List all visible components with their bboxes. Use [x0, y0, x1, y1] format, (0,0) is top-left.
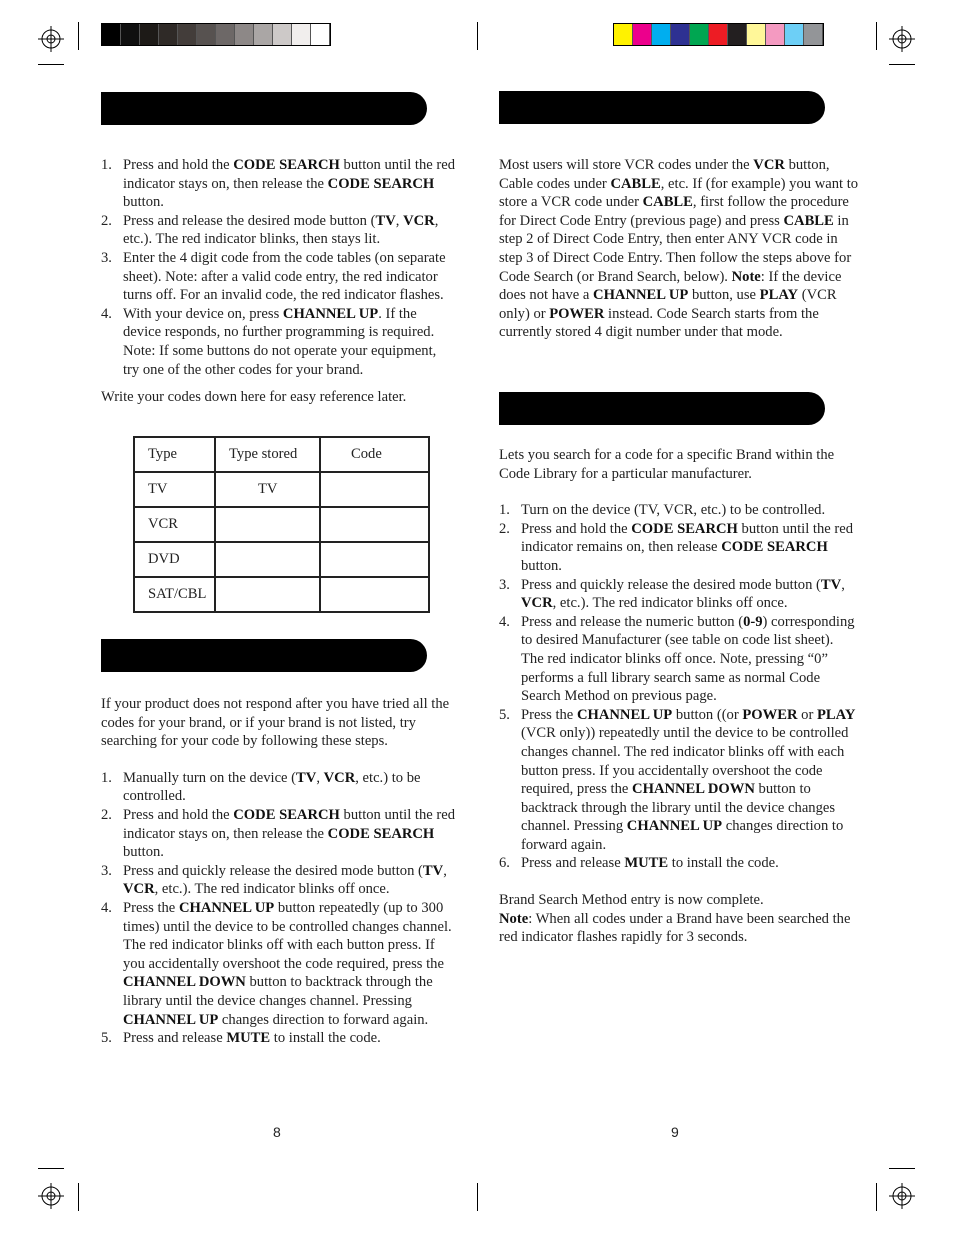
- crop-mark: [38, 64, 64, 65]
- color-swatch: [159, 24, 178, 45]
- list-item: [499, 706, 859, 855]
- color-swatch: [652, 24, 671, 45]
- table-row: [134, 472, 429, 507]
- color-swatch: [633, 24, 652, 45]
- table-row: [134, 577, 429, 612]
- color-swatch: [178, 24, 197, 45]
- list-item-text: With your device on, press CHANNEL UP. If the device responds, no further programming is required. Note: If some buttons do not operate your equipment, try one of the other codes for your brand.: [123, 305, 437, 378]
- section-header-bar: [499, 91, 825, 124]
- list-item-number: 1.: [101, 769, 112, 786]
- list-item-number: 3.: [499, 576, 510, 593]
- registration-mark-icon: [38, 1183, 64, 1209]
- table-header: Type stored: [215, 437, 320, 472]
- color-swatch: [728, 24, 747, 45]
- list-item-number: 2.: [101, 806, 112, 823]
- list-item: [499, 501, 859, 520]
- list-item: [101, 862, 456, 899]
- list-item: [101, 899, 456, 1029]
- color-swatch: [709, 24, 728, 45]
- list-item: [499, 520, 859, 576]
- list-item-number: 5.: [499, 706, 510, 723]
- list-item-text: Enter the 4 digit code from the code tables (on separate sheet). Note: after a valid code entry, the red indicator turns off. For an invalid code, the red indicator flashes.: [123, 249, 446, 304]
- crop-mark: [889, 64, 915, 65]
- list-item: [101, 1029, 456, 1048]
- table-cell: [320, 507, 429, 542]
- list-item-number: 4.: [101, 305, 112, 322]
- color-swatch: [292, 24, 311, 45]
- section-header-bar: [101, 92, 427, 125]
- color-swatch: [690, 24, 709, 45]
- list-item: [101, 769, 456, 806]
- table-header: Code: [320, 437, 429, 472]
- page-number: 9: [671, 1124, 679, 1140]
- table-cell: TV: [134, 472, 215, 507]
- list-item-text: Press and quickly release the desired mode button (TV, VCR, etc.). The red indicator blinks off once.: [521, 576, 845, 612]
- list-item: [499, 576, 859, 613]
- list-item-number: 1.: [499, 502, 510, 519]
- crop-mark: [876, 22, 877, 50]
- list-item: [101, 212, 456, 249]
- list-item-text: Press and release the desired mode button (TV, VCR, etc.). The red indicator blinks, then stays lit.: [123, 212, 439, 248]
- registration-mark-icon: [889, 26, 915, 52]
- table-cell: [215, 577, 320, 612]
- section-header-bar: [499, 392, 825, 425]
- list-item-text: Press and hold the CODE SEARCH button until the red indicator stays on, then release the CODE SEARCH button.: [123, 157, 456, 211]
- list-item-text: Press the CHANNEL UP button repeatedly (up to 300 times) until the device to be controlled changes channel. The red indicator blinks off with each button press. If you accidentally overshoot the code required, press the CHANNEL DOWN button to backtrack through the library until the device changes channel. Pressing CHANNEL UP changes direction to forward again.: [123, 899, 452, 1028]
- list-item-text: Press and release MUTE to install the code.: [123, 1030, 381, 1047]
- list-item-number: 5.: [101, 1030, 112, 1047]
- color-swatch: [102, 24, 121, 45]
- list-item-number: 6.: [499, 855, 510, 872]
- registration-mark-icon: [38, 26, 64, 52]
- write-codes-text: Write your codes down here for easy reference later.: [101, 389, 407, 406]
- table-cell: VCR: [134, 507, 215, 542]
- table-cell: [320, 542, 429, 577]
- direct-code-entry-steps: [101, 156, 456, 379]
- registration-mark-icon: [889, 1183, 915, 1209]
- table-row: [134, 542, 429, 577]
- crop-mark: [477, 1183, 478, 1211]
- note-text: : When all codes under a Brand have been searched the red indicator flashes rapidly for 3 seconds.: [499, 910, 851, 946]
- color-swatch: [311, 24, 330, 45]
- table-cell: [320, 577, 429, 612]
- color-swatch: [121, 24, 140, 45]
- list-item-text: Manually turn on the device (TV, VCR, etc.) to be controlled.: [123, 769, 421, 805]
- list-item: [101, 806, 456, 862]
- page-number: 8: [273, 1124, 281, 1140]
- list-item-number: 3.: [101, 249, 112, 266]
- list-item-text: Turn on the device (TV, VCR, etc.) to be controlled.: [521, 502, 826, 519]
- color-swatch: [235, 24, 254, 45]
- list-item: [499, 613, 859, 706]
- brand-search-note: [499, 910, 859, 947]
- crop-mark: [889, 1168, 915, 1169]
- crop-mark: [78, 1183, 79, 1211]
- crop-mark: [38, 1168, 64, 1169]
- list-item-text: Press the CHANNEL UP button ((or POWER or PLAY (VCR only)) repeatedly until the device to be controlled changes channel. The red indicator blinks off with each button press. If you accidentally overshoot the code required, press the CHANNEL DOWN button to backtrack through the library until the device changes channel. Pressing CHANNEL UP changes direction to forward again.: [521, 706, 856, 853]
- brand-search-intro: Lets you search for a code for a specific Brand within the Code Library for a particular manufacturer.: [499, 447, 835, 482]
- list-item: [101, 249, 456, 305]
- note-label: Note: [499, 910, 529, 927]
- color-swatch: [766, 24, 785, 45]
- color-swatch: [197, 24, 216, 45]
- list-item-number: 3.: [101, 862, 112, 879]
- table-cell: SAT/CBL: [134, 577, 215, 612]
- color-swatch: [671, 24, 690, 45]
- crop-mark: [477, 22, 478, 50]
- grayscale-color-bar: [101, 23, 331, 46]
- list-item-number: 4.: [499, 613, 510, 630]
- codes-table: [133, 436, 430, 613]
- crop-mark: [876, 1183, 877, 1211]
- crop-mark: [78, 22, 79, 50]
- color-swatch: [216, 24, 235, 45]
- list-item-number: 4.: [101, 899, 112, 916]
- brand-search-steps: [499, 501, 859, 873]
- process-color-bar: [613, 23, 824, 46]
- list-item-text: Press and hold the CODE SEARCH button until the red indicator stays on, then release the CODE SEARCH button.: [123, 806, 456, 861]
- table-cell: [320, 472, 429, 507]
- table-cell: [215, 507, 320, 542]
- list-item-number: 2.: [499, 520, 510, 537]
- storing-codes-paragraph: Most users will store VCR codes under the VCR button, Cable codes under CABLE, etc. If (for example) you want to store a VCR code under CABLE, first follow the procedure for Direct Code Entry (previous page) and press CABLE in step 2 of Direct Code Entry, then enter ANY VCR code in step 3 of Direct Code Entry. Then follow the steps above for Code Search (or Brand Search, below). Note: If the device does not have a CHANNEL UP button, use PLAY (VCR only) or POWER instead. Code Search starts from the currently stored 4 digit number under that mode.: [499, 157, 859, 341]
- brand-search-complete: Brand Search Method entry is now complete.: [499, 892, 764, 909]
- list-item: [499, 854, 859, 873]
- list-item: [101, 156, 456, 212]
- color-swatch: [140, 24, 159, 45]
- list-item-text: Press and release MUTE to install the code.: [521, 855, 779, 872]
- table-cell: DVD: [134, 542, 215, 577]
- table-cell: TV: [215, 472, 320, 507]
- list-item: [101, 305, 456, 379]
- code-search-intro: If your product does not respond after you have tried all the codes for your brand, or if your brand is not listed, try searching for your code by following these steps.: [101, 696, 450, 750]
- list-item-text: Press and release the numeric button (0-9) corresponding to desired Manufacturer (see table on code list sheet). The red indicator blinks off once. Note, pressing “0” performs a full library search same as normal Code Search Method on previous page.: [521, 613, 855, 705]
- color-swatch: [804, 24, 823, 45]
- color-swatch: [614, 24, 633, 45]
- table-row: [134, 507, 429, 542]
- section-header-bar: [101, 639, 427, 672]
- table-header: Type: [134, 437, 215, 472]
- color-swatch: [747, 24, 766, 45]
- list-item-text: Press and hold the CODE SEARCH button until the red indicator remains on, then release CODE SEARCH button.: [521, 520, 854, 574]
- code-search-steps: [101, 769, 456, 1048]
- color-swatch: [785, 24, 804, 45]
- color-swatch: [254, 24, 273, 45]
- table-cell: [215, 542, 320, 577]
- color-swatch: [273, 24, 292, 45]
- list-item-number: 2.: [101, 212, 112, 229]
- list-item-text: Press and quickly release the desired mode button (TV, VCR, etc.). The red indicator blinks off once.: [123, 862, 447, 898]
- list-item-number: 1.: [101, 157, 112, 173]
